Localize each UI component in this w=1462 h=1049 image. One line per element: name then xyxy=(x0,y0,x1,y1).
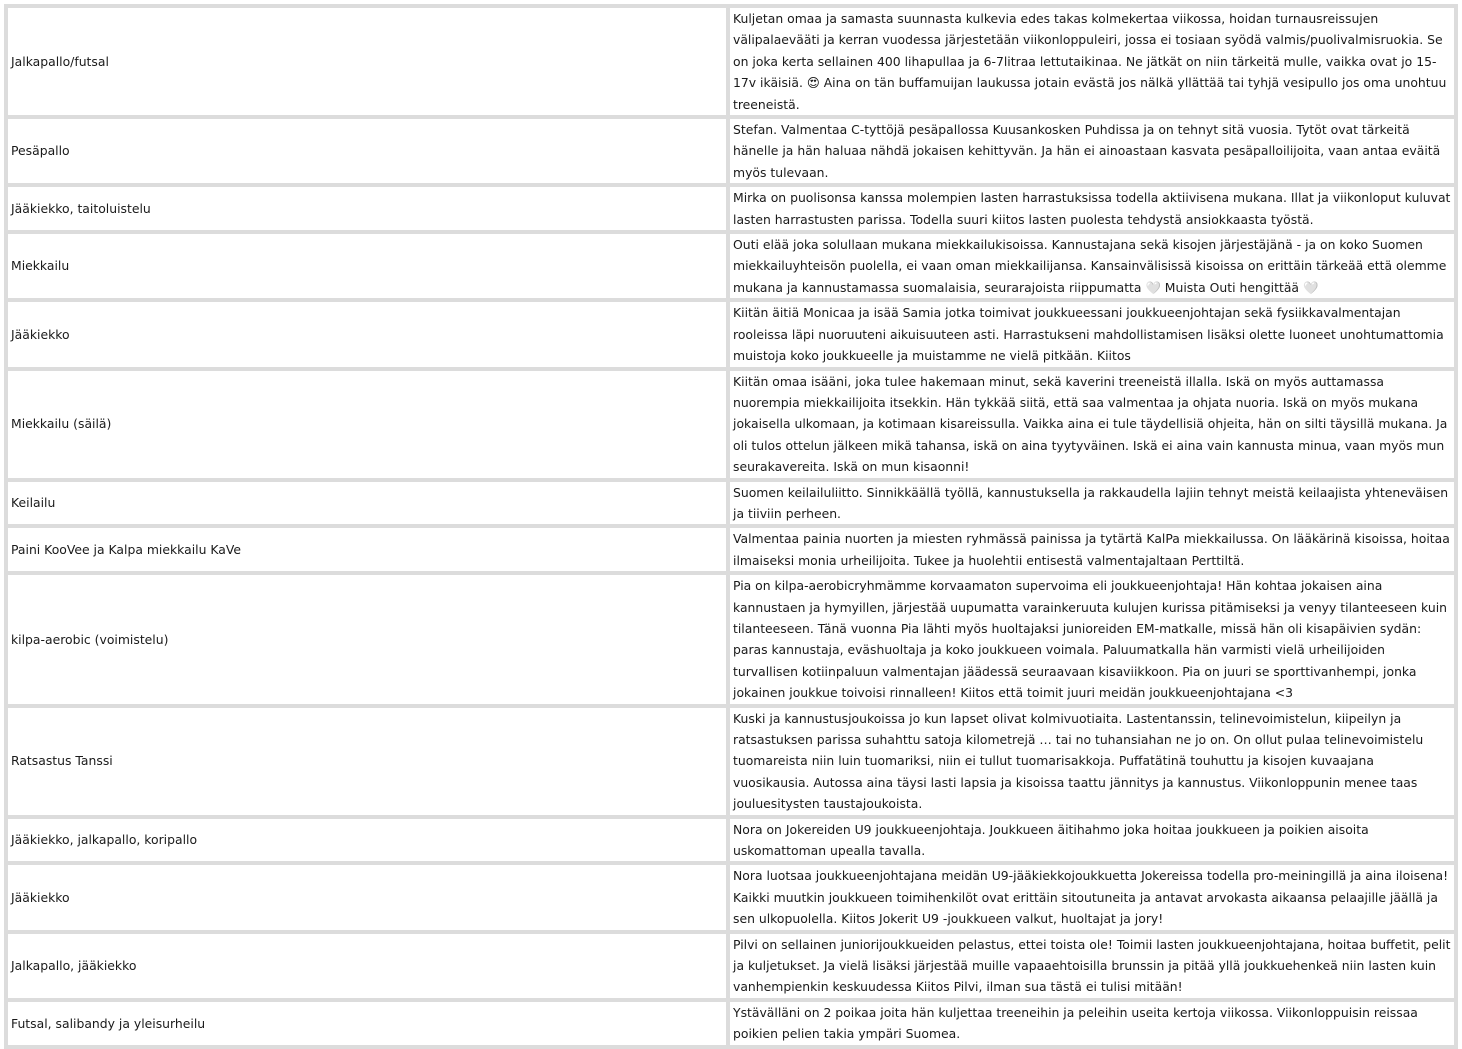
story-cell: Pia on kilpa-aerobicryhmämme korvaamaton supervoima eli joukkueenjohtaja! Hän kohtaa jokaisen aina kannustaen ja hymyillen, järjestää uupumatta varainkeruuta kulujen kurissa pitämiseksi ja venyy tilanteeseen kuin tilanteeseen. Tänä vuonna Pia lähti myös huoltajaksi junioreiden EM-matkalle, missä hän oli kisapäivien sydän: paras kannustaja, eväshuoltaja ja koko joukkueen voimala. Paluumatkalla hän varmisti vielä urheilijoiden turvallisen kotiinpaluun valmentajan jäädessä seuraavaan kisaviikkoon. Pia on juuri se sporttivanhempi, jonka jokainen joukkue toivoisi rinnalleen! Kiitos että toimit juuri meidän joukkueenjohtajana <3 xyxy=(730,575,1454,703)
table-row xyxy=(8,119,1454,183)
story-cell: Mirka on puolisonsa kanssa molempien lasten harrastuksissa todella aktiivisena mukana. Illat ja viikonloput kuluvat lasten harrastusten parissa. Todella suuri kiitos lasten puolesta tehdystä ansiokkaasta työstä. xyxy=(730,187,1454,230)
story-cell: Pilvi on sellainen juniorijoukkueiden pelastus, ettei toista ole! Toimii lasten joukkueenjohtajana, hoitaa buffetit, pelit ja kuljetukset. Ja vielä lisäksi järjestää muille vapaaehtoisilla brunssin ja pitää yllä joukkuehenkeä niin lasten kuin vanhempienkin keskuudessa Kiitos Pilvi, ilman sua tästä ei tulisi mitään! xyxy=(730,934,1454,998)
story-cell: Kuski ja kannustusjoukoissa jo kun lapset olivat kolmivuotiaita. Lastentanssin, telinevoimistelun, kiipeilyn ja ratsastuksen parissa suhahttu satoja kilometrejä … tai no tuhansiahan ne jo on. On ollut pulaa telinevoimistelu tuomareista niin luin tuomariksi, niin ei tullut tuomarisakkoja. Puffatätinä touhuttu ja kisojen kuvaajana vuosikausia. Autossa aina täysi lasti lapsia ja kisoissa taattu jännitys ja kannustus. Viikonloppunin menee taas jouluesitysten taustajoukoista. xyxy=(730,708,1454,815)
sport-cell: Jääkiekko xyxy=(8,865,726,929)
story-cell: Kuljetan omaa ja samasta suunnasta kulkevia edes takas kolmekertaa viikossa, hoidan turnausreissujen välipalaevääti ja kerran vuodessa järjestetään viikonloppuleiri, jossa ei tosiaan syödä valmis/puolivalmisruokia. Se on joka kerta sellainen 400 lihapullaa ja 6-7litraa lettutaikinaa. Ne jätkät on niin tärkeitä mulle, vaikka ovat jo 15-17v ikäisiä. 😍 Aina on tän buffamuijan laukussa jotain evästä jos nälkä yllättää tai tyhjä vesipullo jos oma unohtuu treeneistä. xyxy=(730,8,1454,115)
sport-cell: Ratsastus Tanssi xyxy=(8,708,726,815)
story-cell: Ystävälläni on 2 poikaa joita hän kuljettaa treeneihin ja peleihin useita kertoja viikossa. Viikonloppuisin reissaa poikien pelien takia ympäri Suomea. xyxy=(730,1002,1454,1045)
table-row xyxy=(8,819,1454,862)
table-row xyxy=(8,8,1454,115)
table-row xyxy=(8,708,1454,815)
table-row xyxy=(8,234,1454,298)
table-row xyxy=(8,302,1454,366)
sport-cell: Miekkailu xyxy=(8,234,726,298)
story-cell: Kiitän äitiä Monicaa ja isää Samia jotka toimivat joukkueessani joukkueenjohtajan sekä fysiikkavalmentajan rooleissa läpi nuoruuteni aikuisuuteen asti. Harrastukseni mahdollistamisen lisäksi olette luoneet unohtumattomia muistoja koko joukkueelle ja muistamme ne vielä pitkään. Kiitos xyxy=(730,302,1454,366)
table-row xyxy=(8,934,1454,998)
sport-cell: Pesäpallo xyxy=(8,119,726,183)
sport-cell: Jääkiekko, taitoluistelu xyxy=(8,187,726,230)
sport-cell: Paini KooVee ja Kalpa miekkailu KaVe xyxy=(8,528,726,571)
sport-cell: Keilailu xyxy=(8,482,726,525)
story-cell: Kiitän omaa isääni, joka tulee hakemaan minut, sekä kaverini treeneistä illalla. Iskä on myös auttamassa nuorempia miekkailijoita itsekkin. Hän tykkää siitä, että saa valmentaa ja ohjata nuoria. Iskä on myös mukana jokaisella ulkomaan, ja kotimaan kisareissulla. Vaikka aina ei tule täydellisiä ohjeita, hän on silti täysillä mukana. Ja oli tulos ottelun jälkeen mikä tahansa, iskä on aina tyytyväinen. Iskä ei aina vain kannusta minua, vaan myös mun seurakavereita. Iskä on mun kisaonni! xyxy=(730,371,1454,478)
sport-cell: Jääkiekko xyxy=(8,302,726,366)
table-row xyxy=(8,482,1454,525)
story-cell: Outi elää joka solullaan mukana miekkailukisoissa. Kannustajana sekä kisojen järjestäjänä - ja on koko Suomen miekkailuyhteisön puolella, ei vaan oman miekkailijansa. Kansainvälisissä kisoissa on erittäin tärkeää että olemme mukana ja kannustamassa suomalaisia, seurarajoista riippumatta 🤍 Muista Outi hengittää 🤍 xyxy=(730,234,1454,298)
sport-cell: Futsal, salibandy ja yleisurheilu xyxy=(8,1002,726,1045)
sport-cell: Jalkapallo, jääkiekko xyxy=(8,934,726,998)
sport-cell: Jääkiekko, jalkapallo, koripallo xyxy=(8,819,726,862)
story-cell: Stefan. Valmentaa C-tyttöjä pesäpallossa Kuusankosken Puhdissa ja on tehnyt sitä vuosia. Tytöt ovat tärkeitä hänelle ja hän haluaa nähdä jokaisen kehittyvän. Ja hän ei ainoastaan kasvata pesäpalloilijoita, vaan antaa eväitä myös tulevaan. xyxy=(730,119,1454,183)
table-row xyxy=(8,575,1454,703)
sport-cell: kilpa-aerobic (voimistelu) xyxy=(8,575,726,703)
response-table-body xyxy=(8,8,1454,1045)
table-row xyxy=(8,187,1454,230)
story-cell: Nora luotsaa joukkueenjohtajana meidän U9-jääkiekkojoukkuetta Jokereissa todella pro-meiningillä ja aina iloisena! Kaikki muutkin joukkueen toimihenkilöt ovat erittäin sitoutuneita ja antavat arvokasta aikaansa pelaajille jäällä ja sen ulkopuolella. Kiitos Jokerit U9 -joukkueen valkut, huoltajat ja jory! xyxy=(730,865,1454,929)
table-row xyxy=(8,865,1454,929)
table-row xyxy=(8,528,1454,571)
story-cell: Suomen keilailuliitto. Sinnikkäällä työllä, kannustuksella ja rakkaudella lajiin tehnyt meistä keilaajista yhteneväisen ja tiiviin perheen. xyxy=(730,482,1454,525)
story-cell: Valmentaa painia nuorten ja miesten ryhmässä painissa ja tytärtä KalPa miekkailussa. On lääkärinä kisoissa, hoitaa ilmaiseksi monia urheilijoita. Tukee ja huolehtii entisestä valmentajaltaan Perttiltä. xyxy=(730,528,1454,571)
table-row xyxy=(8,371,1454,478)
sport-cell: Jalkapallo/futsal xyxy=(8,8,726,115)
response-table xyxy=(4,4,1458,1049)
table-row xyxy=(8,1002,1454,1045)
sport-cell: Miekkailu (säilä) xyxy=(8,371,726,478)
story-cell: Nora on Jokereiden U9 joukkueenjohtaja. Joukkueen äitihahmo joka hoitaa joukkueen ja poikien aisoita uskomattoman upealla tavalla. xyxy=(730,819,1454,862)
